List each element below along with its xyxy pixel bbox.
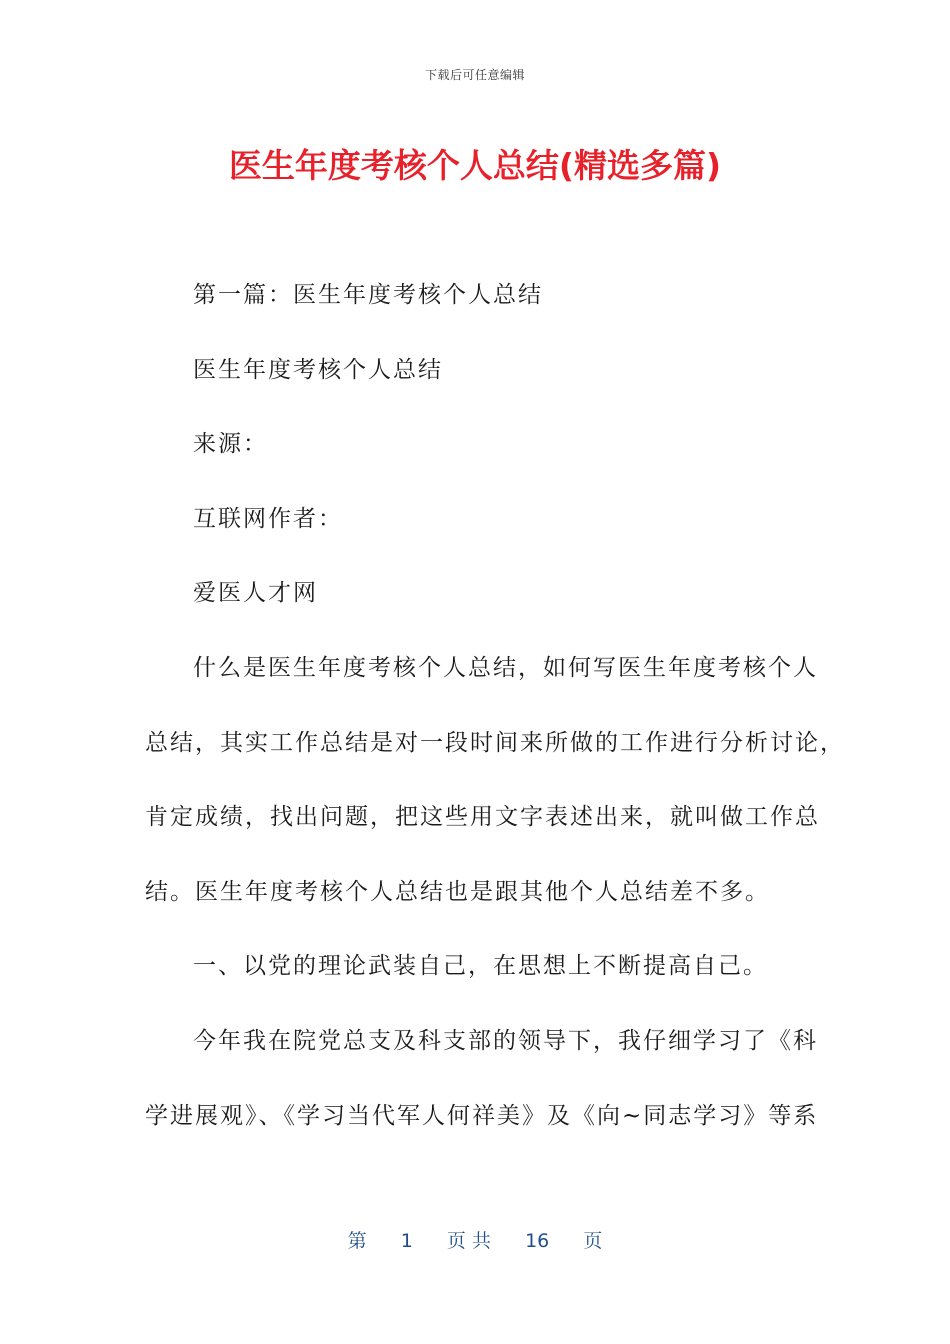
paragraph-line: 总结，其实工作总结是对一段时间来所做的工作进行分析讨论， [145,730,845,756]
document-title: 医生年度考核个人总结(精选多篇) [228,146,722,185]
paragraph-line: 医生年度考核个人总结 [193,357,443,383]
paragraph-line: 一、以党的理论武装自己，在思想上不断提高自己。 [193,953,768,979]
header-note: 下载后可任意编辑 [424,68,525,82]
paragraph-line: 学进展观》、《学习当代军人何祥美》及《向~同志学习》等系 [145,1103,819,1129]
paragraph-line: 第一篇：医生年度考核个人总结 [193,282,543,308]
paragraph-line: 什么是医生年度考核个人总结，如何写医生年度考核个人 [193,655,818,681]
paragraph-line: 来源： [193,431,268,457]
footer-suffix: 页 [583,1230,603,1252]
paragraph-line: 结。医生年度考核个人总结也是跟其他个人总结差不多。 [145,879,770,905]
footer-total-pages: 16 [525,1230,550,1252]
footer-prefix: 第 [347,1230,367,1252]
paragraph-line: 互联网作者： [193,506,343,532]
footer-page-number: 1 [400,1230,413,1252]
page-footer [0,1226,950,1253]
paragraph-line: 肯定成绩，找出问题，把这些用文字表述出来，就叫做工作总 [145,804,820,830]
paragraph-line: 今年我在院党总支及科支部的领导下，我仔细学习了《科 [193,1028,818,1054]
footer-middle: 页 共 [446,1230,491,1252]
paragraph-line: 爱医人才网 [193,580,318,606]
